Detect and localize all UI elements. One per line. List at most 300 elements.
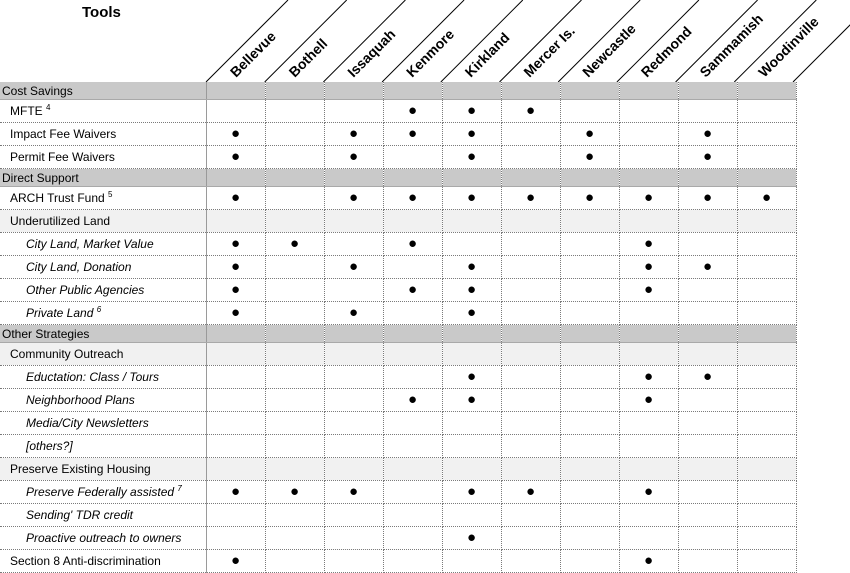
mark-cell — [206, 458, 265, 481]
mark-cell — [501, 550, 560, 573]
mark-cell — [206, 504, 265, 527]
row-label-text: Media/City Newsletters — [26, 416, 149, 430]
mark-cell — [737, 279, 796, 302]
table-row — [0, 100, 796, 123]
mark-cell — [383, 302, 442, 325]
mark-cell — [206, 343, 265, 366]
mark-cell — [678, 412, 737, 435]
column-header-area — [0, 0, 850, 82]
row-label — [0, 435, 206, 458]
bullet-mark: ● — [348, 483, 359, 500]
mark-cell — [501, 123, 560, 146]
bullet-mark: ● — [584, 148, 595, 165]
table-row — [0, 366, 796, 389]
mark-cell — [501, 187, 560, 210]
mark-cell — [501, 412, 560, 435]
mark-cell — [442, 100, 501, 123]
mark-cell — [678, 302, 737, 325]
row-label — [0, 458, 206, 481]
mark-cell — [206, 389, 265, 412]
mark-cell — [678, 146, 737, 169]
mark-cell — [737, 389, 796, 412]
mark-cell — [442, 550, 501, 573]
mark-cell — [560, 256, 619, 279]
table-row — [0, 435, 796, 458]
mark-cell — [619, 123, 678, 146]
bullet-mark: ● — [407, 391, 418, 408]
mark-cell — [442, 343, 501, 366]
bullet-mark: ● — [643, 391, 654, 408]
mark-cell — [265, 100, 324, 123]
table-row — [0, 458, 796, 481]
mark-cell — [560, 389, 619, 412]
mark-cell — [324, 302, 383, 325]
row-label-text: City Land, Market Value — [26, 237, 154, 251]
bullet-mark: ● — [466, 148, 477, 165]
mark-cell — [442, 210, 501, 233]
column-header: Woodinville — [755, 13, 822, 81]
mark-cell — [442, 82, 501, 100]
row-label-text: Community Outreach — [10, 347, 124, 361]
mark-cell — [265, 325, 324, 343]
bullet-mark: ● — [643, 368, 654, 385]
bullet-mark: ● — [643, 281, 654, 298]
mark-cell — [324, 123, 383, 146]
mark-cell — [206, 302, 265, 325]
row-label-text: Preserve Existing Housing — [10, 462, 151, 476]
mark-cell — [737, 123, 796, 146]
column-header: Newcastle — [579, 20, 639, 81]
mark-cell — [324, 187, 383, 210]
mark-cell — [501, 366, 560, 389]
mark-cell — [383, 123, 442, 146]
mark-cell — [265, 210, 324, 233]
mark-cell — [383, 169, 442, 187]
bullet-mark: ● — [466, 391, 477, 408]
mark-cell — [265, 504, 324, 527]
table-row — [0, 481, 796, 504]
page-title: Tools — [82, 4, 121, 21]
mark-cell — [501, 302, 560, 325]
row-label — [0, 412, 206, 435]
mark-cell — [619, 82, 678, 100]
mark-cell — [206, 481, 265, 504]
bullet-mark: ● — [702, 148, 713, 165]
mark-cell — [324, 527, 383, 550]
column-header: Kenmore — [402, 25, 458, 81]
row-label — [0, 100, 206, 123]
bullet-mark: ● — [230, 125, 241, 142]
mark-cell — [324, 481, 383, 504]
mark-cell — [265, 279, 324, 302]
bullet-mark: ● — [230, 148, 241, 165]
mark-cell — [324, 325, 383, 343]
mark-cell — [501, 279, 560, 302]
mark-cell — [560, 325, 619, 343]
mark-cell — [206, 233, 265, 256]
mark-cell — [324, 550, 383, 573]
bullet-mark: ● — [466, 483, 477, 500]
mark-cell — [619, 458, 678, 481]
mark-cell — [265, 82, 324, 100]
mark-cell — [442, 389, 501, 412]
mark-cell — [619, 412, 678, 435]
bullet-mark: ● — [407, 102, 418, 119]
mark-cell — [324, 343, 383, 366]
mark-cell — [206, 366, 265, 389]
mark-cell — [383, 82, 442, 100]
mark-cell — [678, 550, 737, 573]
row-label — [0, 233, 206, 256]
table-row — [0, 233, 796, 256]
mark-cell — [619, 481, 678, 504]
mark-cell — [383, 187, 442, 210]
bullet-mark: ● — [702, 368, 713, 385]
mark-cell — [383, 550, 442, 573]
mark-cell — [383, 146, 442, 169]
column-header: Bothell — [285, 35, 331, 81]
mark-cell — [265, 389, 324, 412]
mark-cell — [678, 325, 737, 343]
mark-cell — [442, 302, 501, 325]
mark-cell — [678, 389, 737, 412]
mark-cell — [442, 146, 501, 169]
bullet-mark: ● — [230, 483, 241, 500]
mark-cell — [206, 435, 265, 458]
mark-cell — [383, 366, 442, 389]
mark-cell — [324, 504, 383, 527]
mark-cell — [619, 187, 678, 210]
bullet-mark: ● — [466, 304, 477, 321]
mark-cell — [501, 82, 560, 100]
mark-cell — [501, 169, 560, 187]
row-label-text: Proactive outreach to owners — [26, 531, 182, 545]
bullet-mark: ● — [466, 529, 477, 546]
row-label-text: Other Strategies — [2, 326, 90, 341]
row-label — [0, 169, 206, 187]
mark-cell — [560, 527, 619, 550]
mark-cell — [560, 169, 619, 187]
bullet-mark: ● — [584, 189, 595, 206]
mark-cell — [324, 146, 383, 169]
mark-cell — [737, 366, 796, 389]
mark-cell — [501, 325, 560, 343]
bullet-mark: ● — [584, 125, 595, 142]
table-row — [0, 256, 796, 279]
mark-cell — [206, 256, 265, 279]
mark-cell — [619, 527, 678, 550]
bullet-mark: ● — [289, 235, 300, 252]
row-label — [0, 82, 206, 100]
mark-cell — [442, 458, 501, 481]
table-row — [0, 527, 796, 550]
section-row — [0, 325, 796, 343]
row-label-text: Section 8 Anti-discrimination — [10, 554, 161, 568]
column-header: Bellevue — [226, 28, 279, 81]
mark-cell — [383, 481, 442, 504]
mark-cell — [383, 210, 442, 233]
mark-cell — [383, 527, 442, 550]
bullet-mark: ● — [230, 258, 241, 275]
mark-cell — [560, 435, 619, 458]
mark-cell — [324, 458, 383, 481]
mark-cell — [206, 412, 265, 435]
mark-cell — [501, 100, 560, 123]
row-label — [0, 366, 206, 389]
mark-cell — [324, 412, 383, 435]
row-label-text: City Land, Donation — [26, 260, 132, 274]
mark-cell — [383, 279, 442, 302]
mark-cell — [737, 412, 796, 435]
row-label — [0, 504, 206, 527]
mark-cell — [678, 210, 737, 233]
mark-cell — [206, 550, 265, 573]
mark-cell — [678, 527, 737, 550]
mark-cell — [442, 504, 501, 527]
tools-table — [0, 82, 797, 573]
mark-cell — [560, 302, 619, 325]
bullet-mark: ● — [525, 483, 536, 500]
mark-cell — [678, 256, 737, 279]
mark-cell — [560, 279, 619, 302]
mark-cell — [560, 187, 619, 210]
mark-cell — [501, 527, 560, 550]
column-header: Redmond — [637, 23, 695, 81]
bullet-mark: ● — [230, 235, 241, 252]
mark-cell — [737, 343, 796, 366]
mark-cell — [265, 435, 324, 458]
row-label-text: ARCH Trust Fund — [10, 191, 105, 205]
mark-cell — [619, 325, 678, 343]
mark-cell — [265, 302, 324, 325]
bullet-mark: ● — [525, 102, 536, 119]
mark-cell — [737, 550, 796, 573]
row-label — [0, 527, 206, 550]
bullet-mark: ● — [348, 125, 359, 142]
mark-cell — [678, 481, 737, 504]
mark-cell — [560, 82, 619, 100]
mark-cell — [265, 412, 324, 435]
mark-cell — [383, 256, 442, 279]
bullet-mark: ● — [348, 258, 359, 275]
column-header: Issaquah — [344, 25, 399, 81]
table-row — [0, 412, 796, 435]
bullet-mark: ● — [466, 102, 477, 119]
row-label-text: Preserve Federally assisted — [26, 485, 175, 499]
mark-cell — [324, 100, 383, 123]
row-label-text: Other Public Agencies — [26, 283, 145, 297]
bullet-mark: ● — [761, 189, 772, 206]
bullet-mark: ● — [702, 189, 713, 206]
mark-cell — [619, 100, 678, 123]
mark-cell — [501, 481, 560, 504]
row-label — [0, 123, 206, 146]
column-header: Mercer Is. — [520, 22, 578, 81]
row-label-text: Underutilized Land — [10, 214, 111, 228]
mark-cell — [442, 366, 501, 389]
row-label — [0, 325, 206, 343]
mark-cell — [324, 256, 383, 279]
mark-cell — [206, 100, 265, 123]
mark-cell — [383, 233, 442, 256]
table-row — [0, 302, 796, 325]
mark-cell — [678, 279, 737, 302]
table-row — [0, 343, 796, 366]
mark-cell — [442, 481, 501, 504]
table-row — [0, 187, 796, 210]
mark-cell — [324, 210, 383, 233]
row-label — [0, 550, 206, 573]
mark-cell — [737, 504, 796, 527]
mark-cell — [737, 527, 796, 550]
row-label — [0, 146, 206, 169]
mark-cell — [501, 256, 560, 279]
bullet-mark: ● — [643, 258, 654, 275]
bullet-mark: ● — [702, 125, 713, 142]
mark-cell — [501, 146, 560, 169]
row-label — [0, 187, 206, 210]
row-label-text: [others?] — [26, 439, 73, 453]
mark-cell — [206, 210, 265, 233]
bullet-mark: ● — [348, 148, 359, 165]
mark-cell — [501, 343, 560, 366]
mark-cell — [206, 169, 265, 187]
column-header: Sammamish — [696, 10, 767, 81]
mark-cell — [619, 389, 678, 412]
mark-cell — [619, 256, 678, 279]
mark-cell — [737, 302, 796, 325]
mark-cell — [442, 123, 501, 146]
mark-cell — [265, 527, 324, 550]
mark-cell — [619, 343, 678, 366]
mark-cell — [206, 82, 265, 100]
mark-cell — [737, 169, 796, 187]
row-label-text: Permit Fee Waivers — [10, 150, 115, 164]
mark-cell — [619, 279, 678, 302]
row-label — [0, 481, 206, 504]
row-label — [0, 302, 206, 325]
mark-cell — [560, 458, 619, 481]
mark-cell — [324, 435, 383, 458]
mark-cell — [206, 279, 265, 302]
mark-cell — [737, 325, 796, 343]
bullet-mark: ● — [702, 258, 713, 275]
mark-cell — [265, 256, 324, 279]
table-row — [0, 123, 796, 146]
mark-cell — [737, 210, 796, 233]
bullet-mark: ● — [466, 258, 477, 275]
mark-cell — [265, 481, 324, 504]
mark-cell — [383, 100, 442, 123]
mark-cell — [383, 389, 442, 412]
mark-cell — [678, 233, 737, 256]
mark-cell — [265, 169, 324, 187]
mark-cell — [737, 100, 796, 123]
mark-cell — [560, 412, 619, 435]
mark-cell — [560, 100, 619, 123]
bullet-mark: ● — [643, 552, 654, 569]
mark-cell — [324, 366, 383, 389]
mark-cell — [383, 458, 442, 481]
mark-cell — [442, 169, 501, 187]
bullet-mark: ● — [466, 189, 477, 206]
row-label-text: Sending' TDR credit — [26, 508, 134, 522]
mark-cell — [560, 366, 619, 389]
mark-cell — [737, 187, 796, 210]
footnote-marker: 5 — [108, 190, 113, 199]
bullet-mark: ● — [643, 189, 654, 206]
mark-cell — [265, 233, 324, 256]
table-row — [0, 146, 796, 169]
mark-cell — [383, 343, 442, 366]
row-label-text: MFTE — [10, 104, 43, 118]
mark-cell — [560, 550, 619, 573]
row-label — [0, 210, 206, 233]
mark-cell — [678, 343, 737, 366]
mark-cell — [442, 412, 501, 435]
mark-cell — [737, 481, 796, 504]
section-row — [0, 169, 796, 187]
mark-cell — [442, 325, 501, 343]
bullet-mark: ● — [230, 189, 241, 206]
bullet-mark: ● — [230, 304, 241, 321]
mark-cell — [619, 504, 678, 527]
mark-cell — [560, 481, 619, 504]
mark-cell — [619, 233, 678, 256]
mark-cell — [619, 169, 678, 187]
row-label — [0, 279, 206, 302]
mark-cell — [678, 123, 737, 146]
mark-cell — [560, 233, 619, 256]
mark-cell — [737, 435, 796, 458]
bullet-mark: ● — [466, 281, 477, 298]
mark-cell — [619, 366, 678, 389]
mark-cell — [265, 550, 324, 573]
mark-cell — [619, 435, 678, 458]
footnote-marker: 6 — [96, 305, 102, 314]
mark-cell — [442, 256, 501, 279]
row-label-text: Eductation: Class / Tours — [26, 370, 159, 384]
bullet-mark: ● — [407, 235, 418, 252]
mark-cell — [206, 187, 265, 210]
row-label — [0, 343, 206, 366]
mark-cell — [737, 233, 796, 256]
row-label-text: Cost Savings — [2, 83, 73, 98]
footnote-marker: 4 — [46, 103, 51, 112]
table-row — [0, 210, 796, 233]
mark-cell — [737, 146, 796, 169]
bullet-mark: ● — [407, 125, 418, 142]
mark-cell — [678, 435, 737, 458]
mark-cell — [324, 279, 383, 302]
column-header: Kirkland — [461, 29, 513, 81]
mark-cell — [324, 169, 383, 187]
mark-cell — [560, 504, 619, 527]
mark-cell — [442, 435, 501, 458]
table-row — [0, 550, 796, 573]
bullet-mark: ● — [230, 281, 241, 298]
mark-cell — [501, 504, 560, 527]
mark-cell — [737, 82, 796, 100]
mark-cell — [501, 210, 560, 233]
mark-cell — [442, 279, 501, 302]
bullet-mark: ● — [407, 281, 418, 298]
mark-cell — [442, 187, 501, 210]
row-label-text: Private Land — [26, 306, 94, 320]
mark-cell — [265, 343, 324, 366]
mark-cell — [678, 458, 737, 481]
row-label — [0, 256, 206, 279]
